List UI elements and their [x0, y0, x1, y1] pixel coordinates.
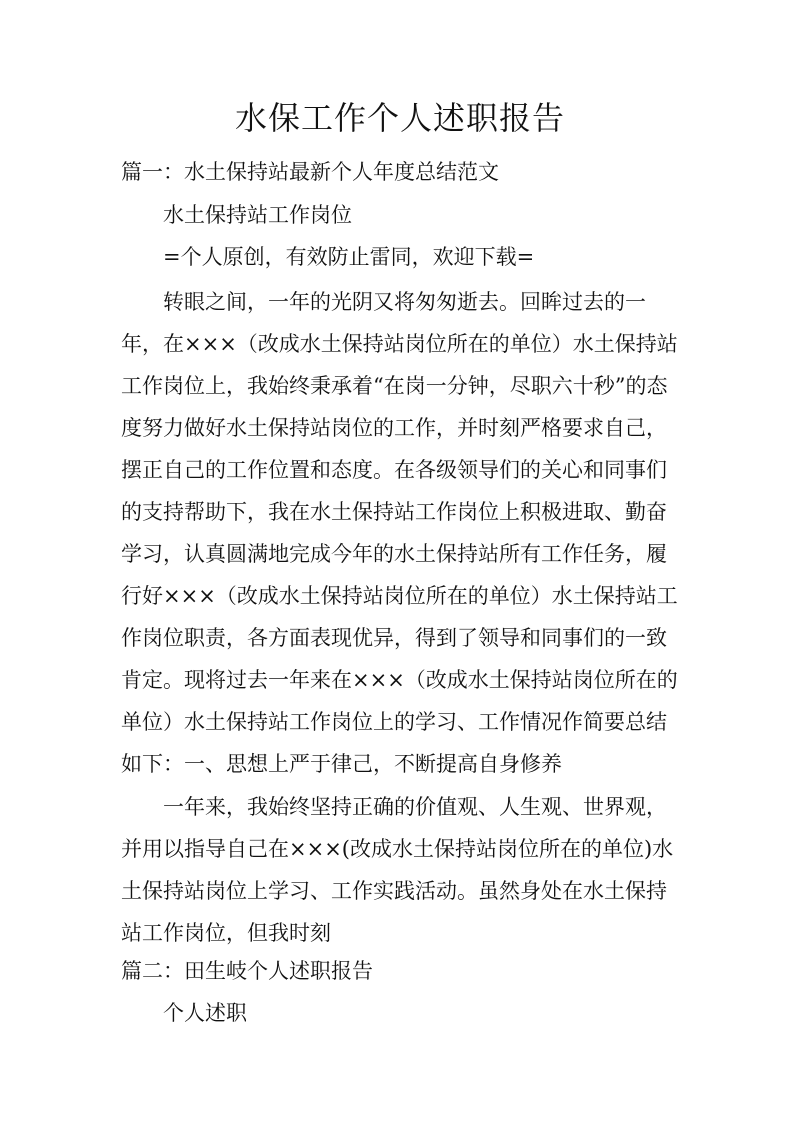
section-2-heading: 篇二：田生岐个人述职报告: [121, 959, 373, 983]
section-1-heading: 篇一：水土保持站最新个人年度总结范文: [121, 160, 499, 184]
section-1-paragraph-1: 转眼之间，一年的光阴又将匆匆逝去。回眸过去的一年，在×××（改成水土保持站岗位所在的单位）水土保持站工作岗位上，我始终秉承着“在岗一分钟，尽职六十秒”的态度努力做好水土保持站岗位的工作，并时刻严格要求自己，摆正自己的工作位置和态度。在各级领导们的关心和同事们的支持帮助下，我在水土保持站工作岗位上积极进取、勤奋学习，认真圆满地完成今年的水土保持站所有工作任务，履行好×××（改成水土保持站岗位所在的单位）水土保持站工作岗位职责，各方面表现优异，得到了领导和同事们的一致肯定。现将过去一年来在×××（改成水土保持站岗位所在的单位）水土保持站工作岗位上的学习、工作情况作简要总结如下：一、思想上严于律己，不断提高自身修养: [121, 290, 678, 776]
section-1-subtitle: 水土保持站工作岗位: [163, 203, 352, 227]
section-1-notice: =个人原创，有效防止雷同，欢迎下载=: [163, 245, 535, 269]
section-1-paragraph-2: 一年来，我始终坚持正确的价值观、人生观、世界观，并用以指导自己在×××(改成水土保持站岗位所在的单位)水土保持站岗位上学习、工作实践活动。虽然身处在水土保持站工作岗位，但我时刻: [121, 795, 674, 945]
section-2-subtitle: 个人述职: [163, 1001, 247, 1025]
document-title: 水保工作个人述职报告: [234, 99, 565, 137]
